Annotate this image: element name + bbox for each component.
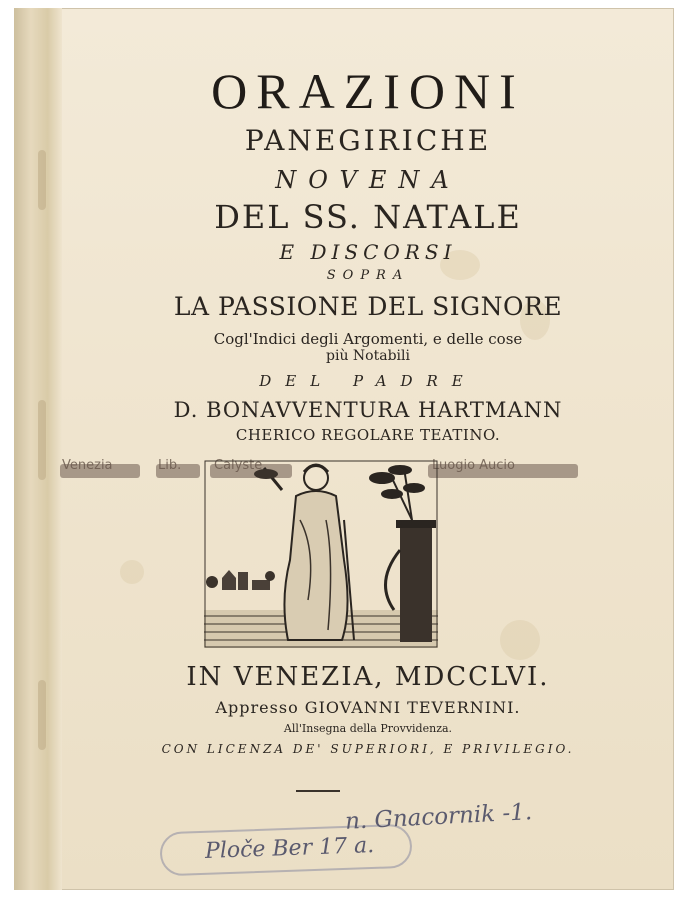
author-role: CHERICO REGOLARE TEATINO. xyxy=(235,426,501,444)
handwritten-location: Ploče Ber 17 a. xyxy=(204,833,375,864)
imprint-place-year: IN VENEZIA, MDCCLVI. xyxy=(186,662,550,692)
subtitle-line-2: più Notabili xyxy=(326,348,410,364)
title-line-natale: DEL SS. NATALE xyxy=(214,198,522,236)
strike-bar xyxy=(156,464,200,478)
binding-cord xyxy=(38,150,46,210)
stone-plinth xyxy=(400,524,432,642)
binding-cord xyxy=(38,400,46,480)
title-line-sopra: SOPRA xyxy=(326,268,410,283)
subtitle-line-1: Cogl'Indici degli Argomenti, e delle cose xyxy=(213,330,523,348)
title-line-discorsi: E DISCORSI xyxy=(279,240,457,264)
potted-plant xyxy=(370,466,424,520)
garland xyxy=(385,550,400,610)
distant-town xyxy=(222,570,270,590)
paper-stain xyxy=(120,560,144,584)
imprint-sign: All'Insegna della Provvidenza. xyxy=(283,722,453,735)
author-intro: DEL PADRE xyxy=(259,372,477,390)
title-line-novena: NOVENA xyxy=(275,166,461,194)
handwritten-shelfmark: n. Gnacornik -1. xyxy=(344,799,533,835)
author-name: D. BONAVVENTURA HARTMANN xyxy=(173,398,563,422)
title-line-passione: LA PASSIONE DEL SIGNORE xyxy=(173,292,563,321)
binding-cord xyxy=(38,680,46,750)
imprint-license: CON LICENZA DE' SUPERIORI, E PRIVILEGIO. xyxy=(161,742,575,756)
woodcut-illustration xyxy=(204,460,438,648)
title-line-panegiriche: PANEGIRICHE xyxy=(244,124,492,157)
strike-bar xyxy=(428,464,578,478)
title-line-orazioni: ORAZIONI xyxy=(211,63,525,119)
ornamental-rule xyxy=(296,790,340,792)
paper-stain xyxy=(500,620,540,660)
strike-bar xyxy=(60,464,140,478)
imprint-printer: Appresso GIOVANNI TEVERNINI. xyxy=(215,698,521,717)
